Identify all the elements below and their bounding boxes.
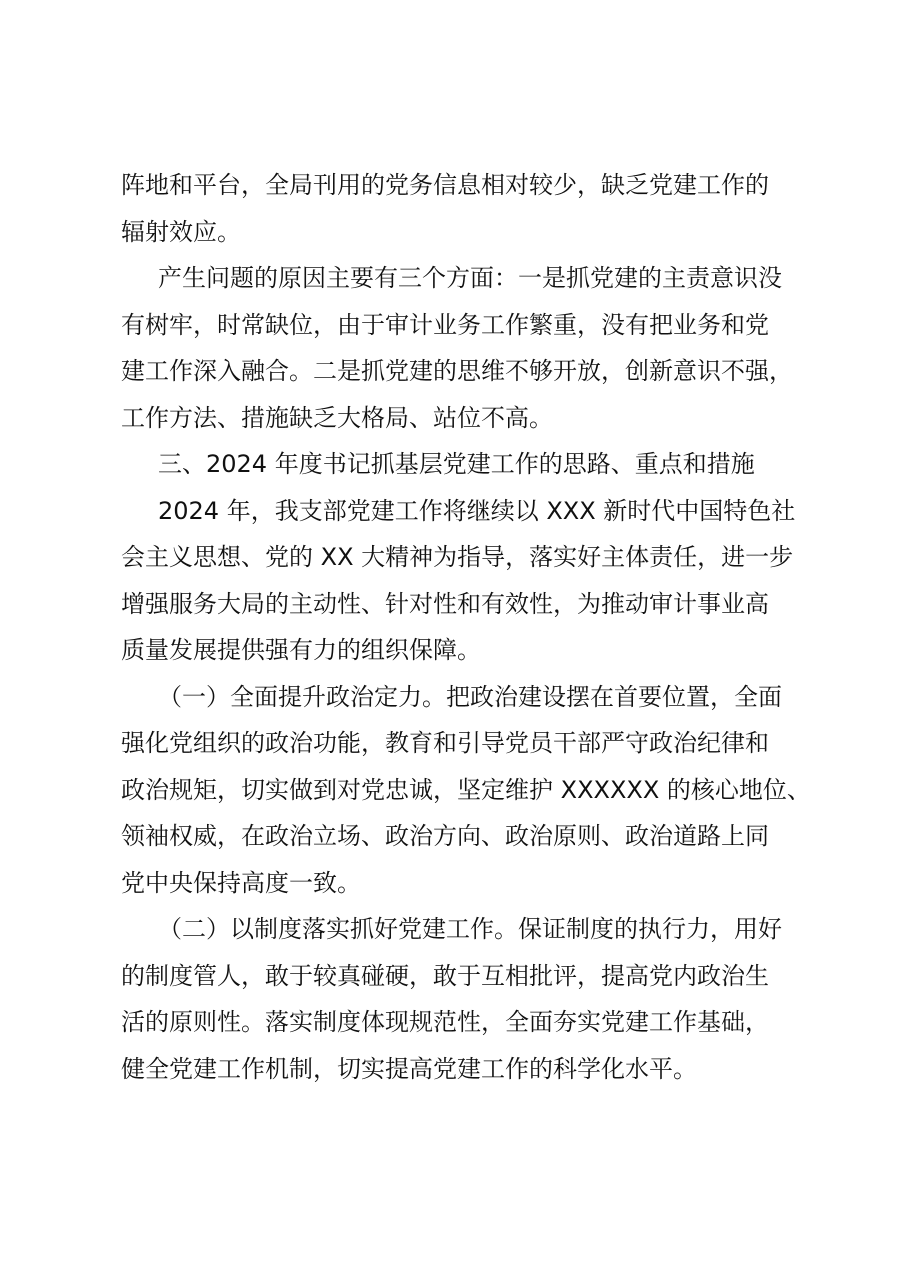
document-body (121, 162, 811, 1092)
section-heading: 三、2024 年度书记抓基层党建工作的思路、重点和措施 (158, 450, 755, 478)
body-line: 建工作深入融合。二是抓党建的思维不够开放，创新意识不强， (121, 357, 793, 385)
subsection-start-line: （一）全面提升政治定力。把政治建设摆在首要位置，全面 (158, 682, 782, 711)
paragraph-start-line: 2024 年，我支部党建工作将继续以 XXX 新时代中国特色社 (158, 496, 796, 525)
body-line: 领袖权威，在政治立场、政治方向、政治原则、政治道路上同 (121, 822, 769, 850)
paragraph-start-line: 产生问题的原因主要有三个方面：一是抓党建的主责意识没 (158, 264, 782, 292)
body-line: 工作方法、措施缺乏大格局、站位不高。 (121, 403, 553, 432)
body-line: 强化党组织的政治功能，教育和引导党员干部严守政治纪律和 (121, 729, 769, 757)
subsection-start-line: （二）以制度落实抓好党建工作。保证制度的执行力，用好 (158, 915, 782, 943)
body-line: 阵地和平台，全局刊用的党务信息相对较少，缺乏党建工作的 (121, 171, 769, 199)
body-line: 质量发展提供强有力的组织保障。 (121, 636, 481, 664)
body-line: 党中央保持高度一致。 (121, 868, 361, 897)
body-line: 有树牢，时常缺位，由于审计业务工作繁重，没有把业务和党 (121, 310, 769, 339)
body-line: 会主义思想、党的 XX 大精神为指导，落实好主体责任，进一步 (121, 543, 794, 571)
body-line: 健全党建工作机制，切实提高党建工作的科学化水平。 (121, 1054, 697, 1083)
body-line: 政治规矩，切实做到对党忠诚，坚定维护 XXXXXX 的核心地位、 (121, 775, 811, 804)
body-line: 辐射效应。 (121, 217, 241, 246)
body-line: 增强服务大局的主动性、针对性和有效性，为推动审计事业高 (121, 589, 769, 618)
body-line: 的制度管人，敢于较真碰硬，敢于互相批评，提高党内政治生 (121, 961, 769, 990)
body-line: 活的原则性。落实制度体现规范性，全面夯实党建工作基础， (121, 1008, 769, 1036)
